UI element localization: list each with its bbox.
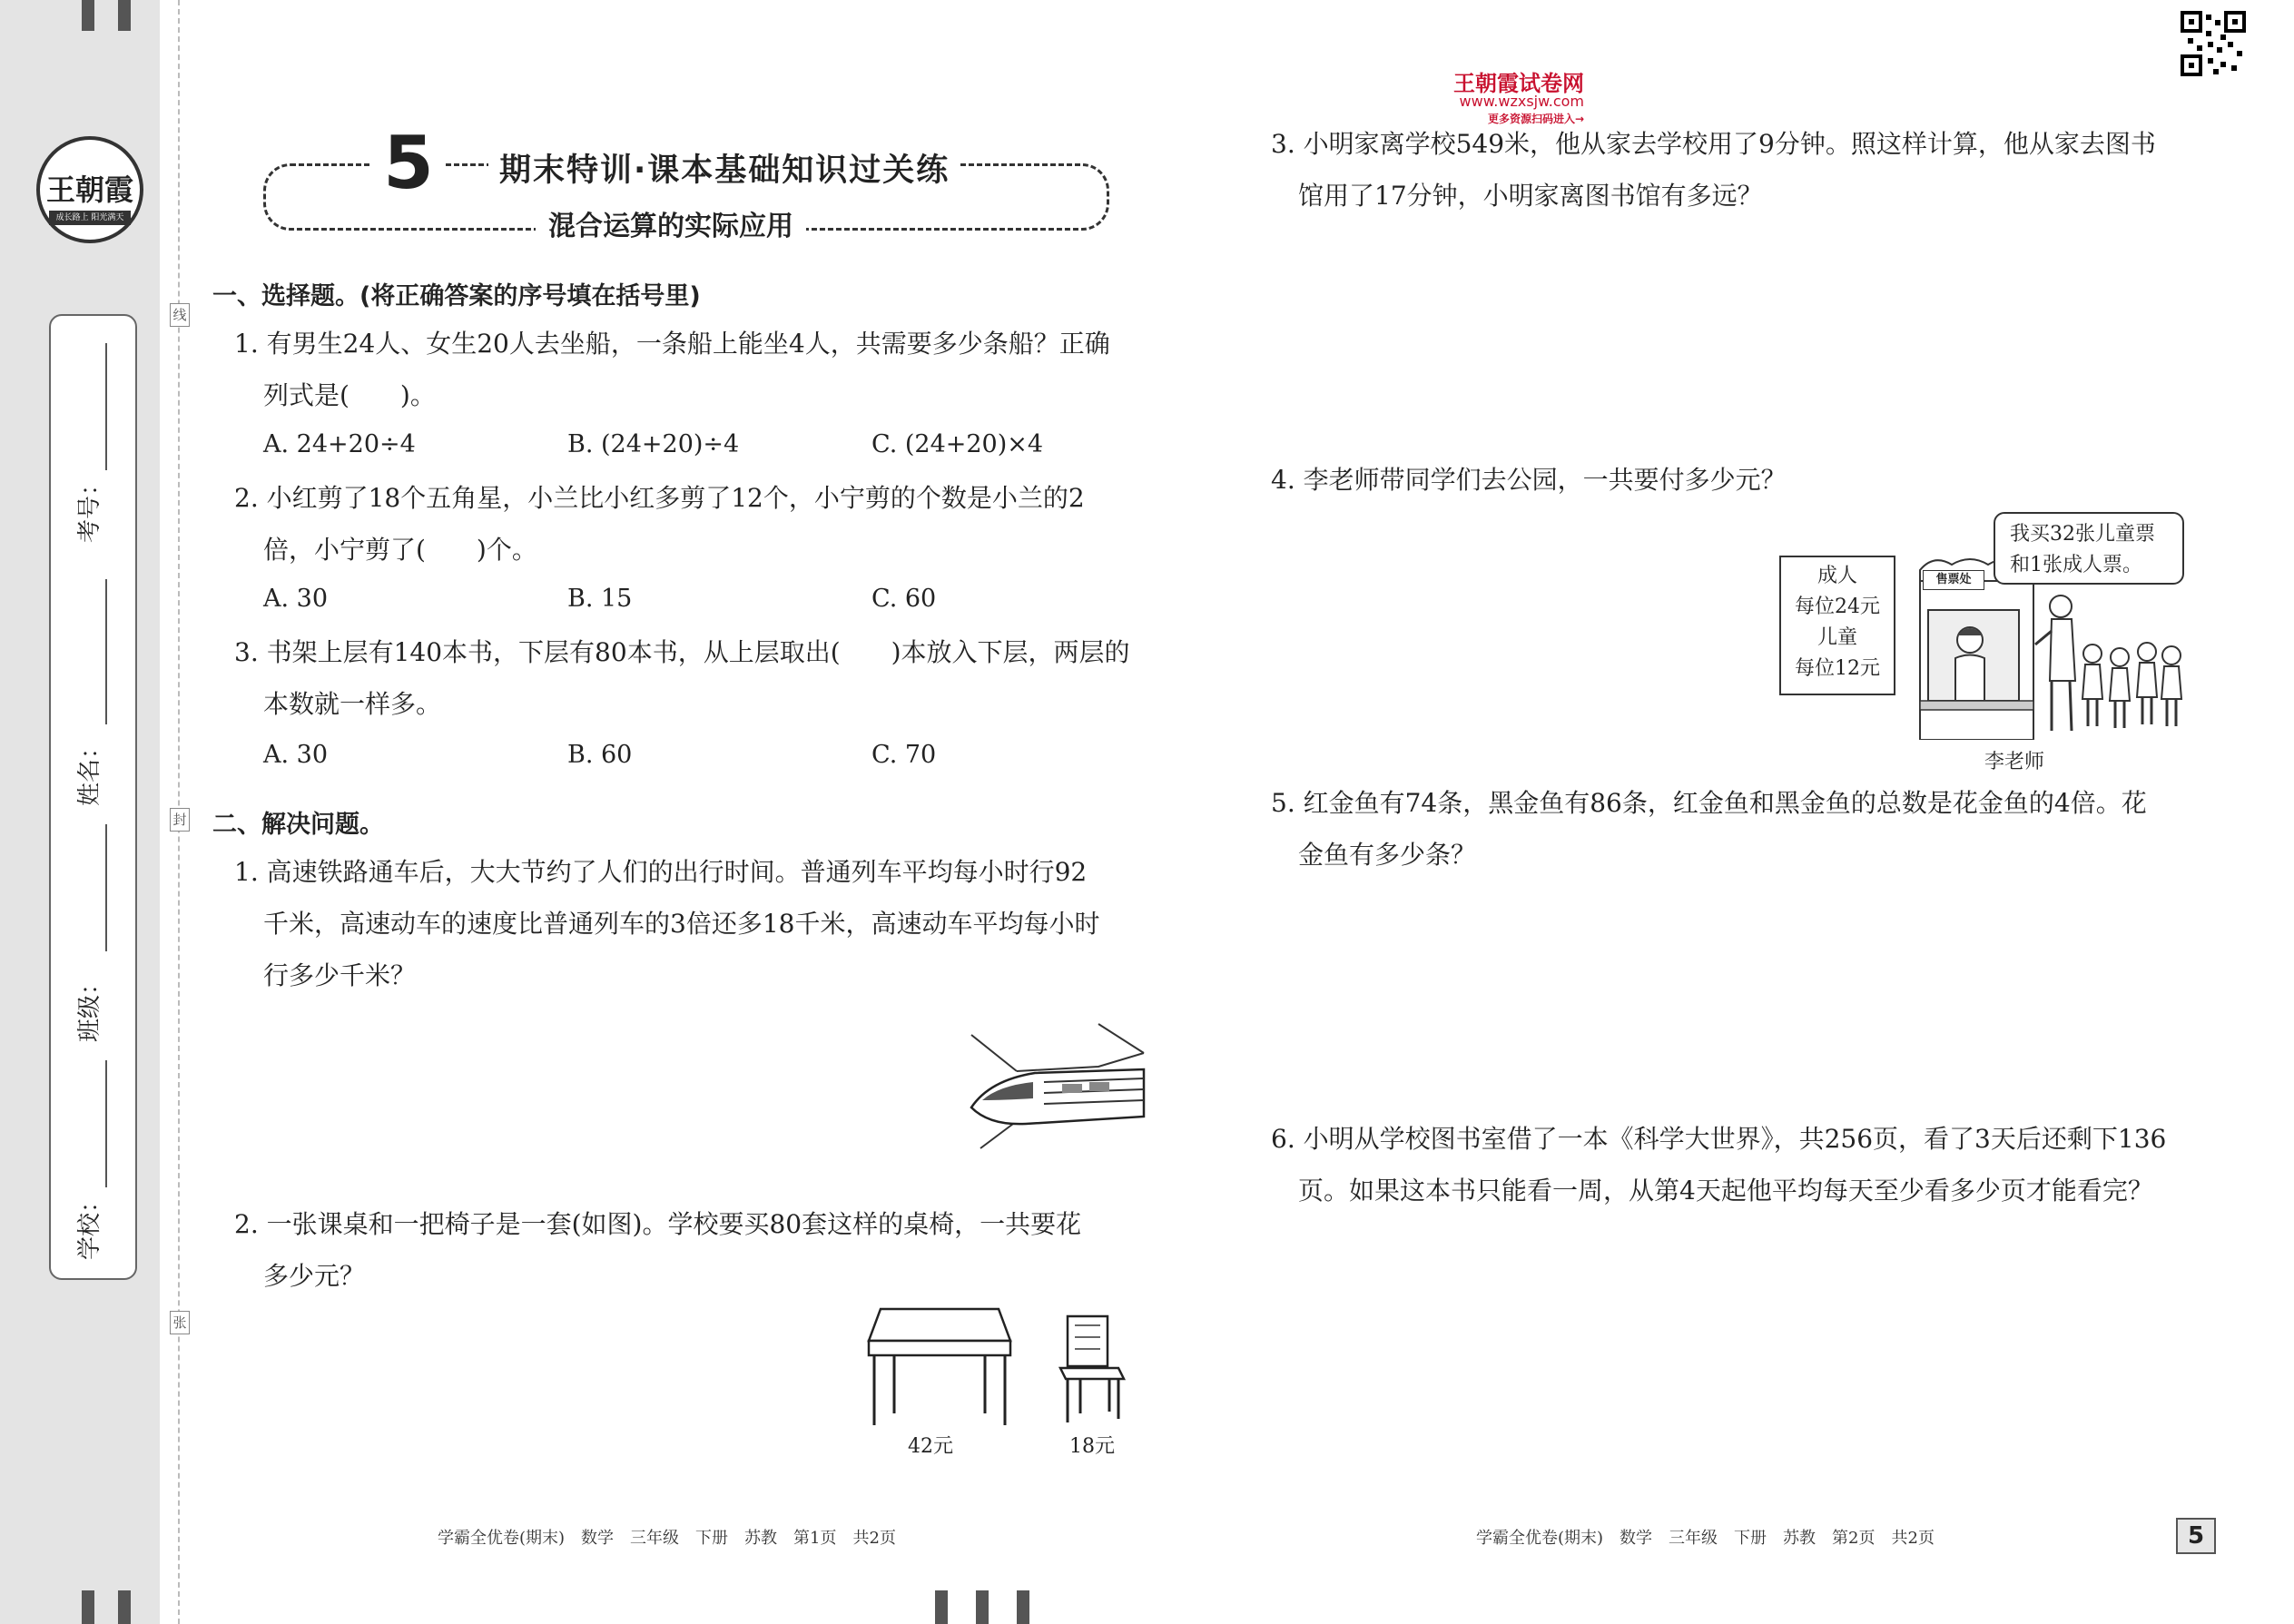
registration-mark xyxy=(1017,1590,1029,1624)
registration-mark xyxy=(82,0,94,31)
name-label: 姓名： xyxy=(76,734,103,806)
desk-price: 42元 xyxy=(908,1435,953,1458)
section-heading: 一、选择题。(将正确答案的序号填在括号里) xyxy=(212,282,701,310)
question-line: 行多少千米？ xyxy=(263,960,417,990)
problem-4: 4. 李老师带同学们去公园，一共要付多少元？ xyxy=(1271,465,1787,495)
option-a[interactable]: A. 30 xyxy=(263,741,329,769)
problem-3 xyxy=(1271,118,2156,221)
question-line: 馆用了17分钟，小明家离图书馆有多远？ xyxy=(1298,181,1763,211)
blank-line xyxy=(105,343,107,470)
site-name: 王朝霞试卷网 xyxy=(1453,71,1584,96)
question-3 xyxy=(234,626,1130,730)
class-label: 班级： xyxy=(76,970,103,1042)
problem-1 xyxy=(234,846,1099,1001)
question-line: 页。如果这本书只能看一周，从第4天起他平均每天至少看多少页才能看完？ xyxy=(1298,1176,2153,1206)
cut-mark: 封 xyxy=(170,808,190,832)
option-c[interactable]: C. 70 xyxy=(871,741,937,769)
site-url: www.wzxsjw.com xyxy=(1459,93,1584,110)
question-line: 倍，小宁剪了( )个。 xyxy=(263,535,537,565)
option-b[interactable]: B. 15 xyxy=(567,585,633,613)
speech-line: 和1张成人票。 xyxy=(2010,554,2142,576)
question-line: 2. 一张课桌和一把椅子是一套(如图)。学校要买80套这样的桌椅，一共要花 xyxy=(234,1209,1082,1239)
page-header xyxy=(263,121,1108,242)
exam-number-label: 考号： xyxy=(76,471,103,543)
question-line: 3. 小明家离学校549米，他从家去学校用了9分钟。照这样计算，他从家去图书 xyxy=(1271,129,2156,159)
price-board-line: 每位12元 xyxy=(1795,657,1880,680)
registration-mark xyxy=(976,1590,989,1624)
question-line: 千米，高速动车的速度比普通列车的3倍还多18千米，高速动车平均每小时 xyxy=(263,909,1100,939)
question-line: 1. 高速铁路通车后，大大节约了人们的出行时间。普通列车平均每小时行92 xyxy=(234,857,1088,887)
option-c[interactable]: C. (24+20)×4 xyxy=(871,430,1044,458)
train-illustration xyxy=(962,1017,1153,1153)
qr-code-icon[interactable] xyxy=(2181,11,2246,76)
registration-mark xyxy=(82,1590,94,1624)
option-c[interactable]: C. 60 xyxy=(871,585,937,613)
teacher-label: 李老师 xyxy=(1984,751,2045,773)
option-a[interactable]: A. 30 xyxy=(263,585,329,613)
question-line: 3. 书架上层有140本书，下层有80本书，从上层取出( )本放入下层，两层的 xyxy=(234,637,1130,667)
price-board-line: 儿童 xyxy=(1816,626,1857,649)
question-line: 5. 红金鱼有74条，黑金鱼有86条，红金鱼和黑金鱼的总数是花金鱼的4倍。花 xyxy=(1271,788,2147,818)
problem-5 xyxy=(1271,777,2147,881)
problem-6 xyxy=(1271,1113,2166,1216)
price-board-line: 成人 xyxy=(1816,565,1857,587)
page-footer-right: 学霸全优卷(期末) 数学 三年级 下册 苏教 第2页 共2页 xyxy=(1476,1529,1935,1548)
price-board-line: 每位24元 xyxy=(1795,595,1880,618)
speech-line: 我买32张儿童票 xyxy=(2010,523,2155,546)
page-footer-left: 学霸全优卷(期末) 数学 三年级 下册 苏教 第1页 共2页 xyxy=(438,1529,896,1548)
page-title: 期末特训·课本基础知识过关练 xyxy=(488,145,960,191)
site-banner[interactable] xyxy=(1275,65,1584,125)
cut-mark: 线 xyxy=(170,303,190,327)
blank-line xyxy=(105,824,107,951)
ticket-sign: 售票处 xyxy=(1923,570,1984,590)
logo-text: 王朝霞 xyxy=(45,172,133,207)
chair-price: 18元 xyxy=(1069,1435,1115,1458)
question-line: 金鱼有多少条？ xyxy=(1298,840,1477,870)
school-label: 学校： xyxy=(76,1188,103,1260)
page-subtitle: 混合运算的实际应用 xyxy=(536,203,806,243)
problem-2 xyxy=(234,1198,1081,1302)
registration-mark xyxy=(118,0,131,31)
student-info-card xyxy=(49,314,137,1280)
price-board xyxy=(1779,556,1895,695)
blank-line xyxy=(105,579,107,724)
option-b[interactable]: B. (24+20)÷4 xyxy=(567,430,740,458)
question-line: 本数就一样多。 xyxy=(263,689,442,719)
question-line: 2. 小红剪了18个五角星，小兰比小红多剪了12个，小宁剪的个数是小兰的2 xyxy=(234,483,1085,513)
cut-mark: 张 xyxy=(170,1311,190,1334)
registration-mark xyxy=(118,1590,131,1624)
page-number: 5 xyxy=(2176,1518,2216,1554)
site-cta: 更多资源扫码进入→ xyxy=(1487,113,1584,125)
desk-illustration xyxy=(867,1300,1012,1427)
speech-bubble xyxy=(1994,512,2184,585)
registration-mark xyxy=(935,1590,948,1624)
unit-number: 5 xyxy=(372,120,445,206)
question-line: 列式是( )。 xyxy=(263,380,436,410)
logo-tagline: 成长路上 阳光满天 xyxy=(49,211,131,225)
blank-line xyxy=(105,1060,107,1187)
option-a[interactable]: A. 24+20÷4 xyxy=(263,430,416,458)
question-line: 6. 小明从学校图书室借了一本《科学大世界》，共256页，看了3天后还剩下136 xyxy=(1271,1124,2167,1154)
brand-logo xyxy=(36,136,143,243)
question-line: 1. 有男生24人、女生20人去坐船，一条船上能坐4人，共需要多少条船？正确 xyxy=(234,329,1110,359)
question-1 xyxy=(234,318,1110,421)
question-2 xyxy=(234,472,1085,576)
chair-illustration xyxy=(1055,1312,1127,1425)
section-heading: 二、解决问题。 xyxy=(212,811,384,839)
option-b[interactable]: B. 60 xyxy=(567,741,633,769)
question-line: 多少元？ xyxy=(263,1261,366,1291)
